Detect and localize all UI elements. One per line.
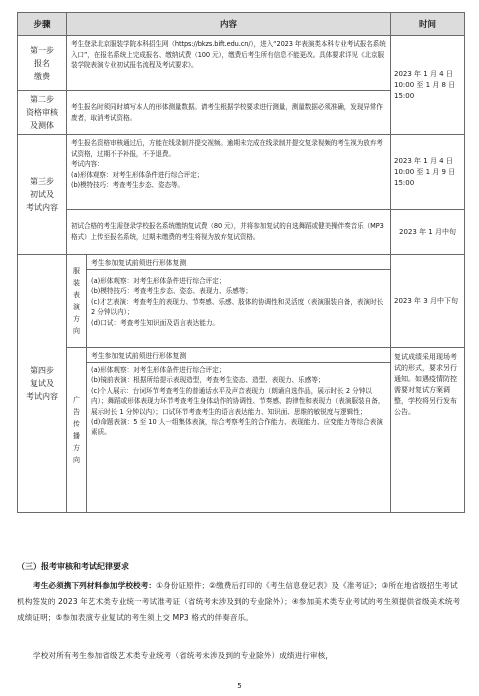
step-label: 及测体: [30, 121, 54, 130]
content-cell: [87, 270, 391, 348]
exam-content-title: 考试内容：: [71, 160, 104, 169]
subsection-title: 考生参加复试前须进行形体复测: [87, 348, 391, 363]
direction-label-advertising: 广 告 传 播 方 向: [67, 348, 87, 513]
table-header-row: [18, 13, 465, 36]
section-title: （三）报考审核和考试纪律要求: [17, 562, 129, 571]
step-cell: [18, 91, 67, 135]
content-cell: [67, 135, 391, 210]
list-item: (b)模特技巧：考查考生步态、姿态等。: [71, 181, 184, 190]
table-row: [18, 210, 465, 255]
step-label: 考试内容: [26, 392, 58, 401]
step-cell: [18, 255, 67, 513]
list-item: (a)形体观察：对考生形体条件进行综合评定；: [91, 366, 226, 374]
step-label: 报名: [34, 58, 50, 68]
header-time: 时间: [391, 13, 465, 36]
content-cell: 考生报名时须同时填写本人的形体测量数据。请考生根据学校要求进行测量，测量数据必须准确，发现异常作废者，取消考试资格。: [67, 91, 391, 135]
time-cell: 2023 年 1 月中旬: [391, 210, 465, 255]
page-number: 5: [237, 682, 242, 690]
list-item: (b)镜前表演：根据所给提示表现造型，考查考生姿态、造型、表现力、乐感等；: [91, 376, 325, 385]
header-content: 内容: [67, 13, 391, 36]
content-cell: 考生登录北京服装学院本科招生网（https://bkzs.bift.edu.cn/），进入“2023 年表演类本科专业考试报名系统入口”，在报名系统上完成报名、缴纳试费（100 元），缴费后考生所有信息不能更改。具体要求详见《北京服装学院表演专业初试报名流程及考试要求》。: [67, 36, 391, 91]
list-item: (b)模特技巧：考查考生步态、姿态、表现力、乐感等；: [91, 287, 252, 296]
subsection-title: 考生参加复试前须进行形体复测: [87, 255, 391, 270]
step-label: 考试内容: [26, 203, 58, 212]
header-step: 步骤: [18, 13, 67, 36]
table-row: [18, 36, 465, 91]
list-item: (c)才艺表演：考查考生的表现力、节奏感、乐感、肢体的协调性和灵活度（表演服装自备，表演时长 2 分钟以内）；: [91, 297, 384, 317]
materials-paragraph: [17, 578, 462, 626]
step-label: 复试及: [30, 379, 54, 388]
time-cell: 2023 年 1 月 4 日 10:00 至 1 月 9 日 15:00: [391, 135, 465, 210]
materials-text: ①身份证原件；②缴费后打印的《考生信息登记表》及《准考证》；③所在地省级招生考试机构签发的 2023 年艺术类专业统一考试准考证（省统考未涉及到的专业除外）；④参加美术类专业考试的考生须提供省级美术统考成绩证明；⑤参加表演专业复试的考生须上交 MP3 格式的伴奏音乐。: [17, 581, 461, 622]
step-label: 第三步: [30, 177, 54, 186]
list-item: (d)命题表演：5 至 10 人一组集体表演，综合考察考生的合作能力、表现能力、应变能力等综合表演素质。: [91, 418, 383, 437]
materials-lead: 考生必须携下列材料参加学校校考：: [33, 581, 157, 590]
content-cell: 初试合格的考生需登录学校报名系统缴纳复试费（80 元），并将参加复试的自选舞蹈或健美操伴奏音乐（MP3 格式）上传至报名系统，过期未缴费的考生将视为放弃复试资格。: [67, 210, 391, 255]
list-item: (a)形体观察：对考生形体条件进行综合评定；: [91, 277, 226, 285]
content-cell: [87, 363, 391, 513]
step-label: 缴费: [34, 71, 50, 81]
step-cell: [18, 135, 67, 255]
list-item: (c)个人展示：台词环节考查考生的普通话水平及声音表现力（朗诵自选作品，展示时长 2 分钟以内）；舞蹈或形体表现力环节考查考生身体动作的协调性、节奏感、韵律性和表现力（表演服装自备，展示时长 1 分钟以内）；口试环节考查考生的语言表达能力、知识面、思维的敏锐度与逻辑性；: [91, 386, 385, 416]
step-label: 初试及: [30, 190, 54, 199]
schedule-table: [17, 12, 465, 513]
step-cell: [18, 36, 67, 91]
list-item: (d)口试：考查考生知识面及语言表达能力。: [91, 318, 220, 327]
step-label: 第一步: [30, 45, 54, 55]
table-row: [18, 255, 465, 270]
step-label: 第二步: [30, 95, 54, 104]
list-item: (a)形体观察：对考生形体条件进行综合评定；: [71, 170, 204, 179]
review-paragraph: 学校对所有考生参加省级艺术类专业统考（省统考未涉及到的专业除外）成绩进行审核，: [33, 651, 334, 660]
time-cell: 2023 年 3 月中下旬: [391, 255, 465, 348]
table-row: [18, 348, 465, 363]
table-row: [18, 135, 465, 210]
direction-label-fashion: 服 装 表 演 方 向: [67, 255, 87, 348]
step-label: 第四步: [30, 366, 54, 375]
time-cell: 2023 年 1 月 4 日 10:00 至 1 月 8 日 15:00: [391, 36, 465, 135]
step-label: 资格审核: [26, 108, 58, 117]
content-text: 考生报名资格审核通过后，方能在线录制并提交视频。逾期未完成在线录制并提交复录视频的考生视为放弃考试资格，过期不予补报，不予退费。: [71, 139, 383, 158]
time-cell: 复试成绩采用现场考试的形式，要求另行通知。如遇疫情防控需要对复试方案调整，学校将另行发布公告。: [391, 348, 465, 513]
